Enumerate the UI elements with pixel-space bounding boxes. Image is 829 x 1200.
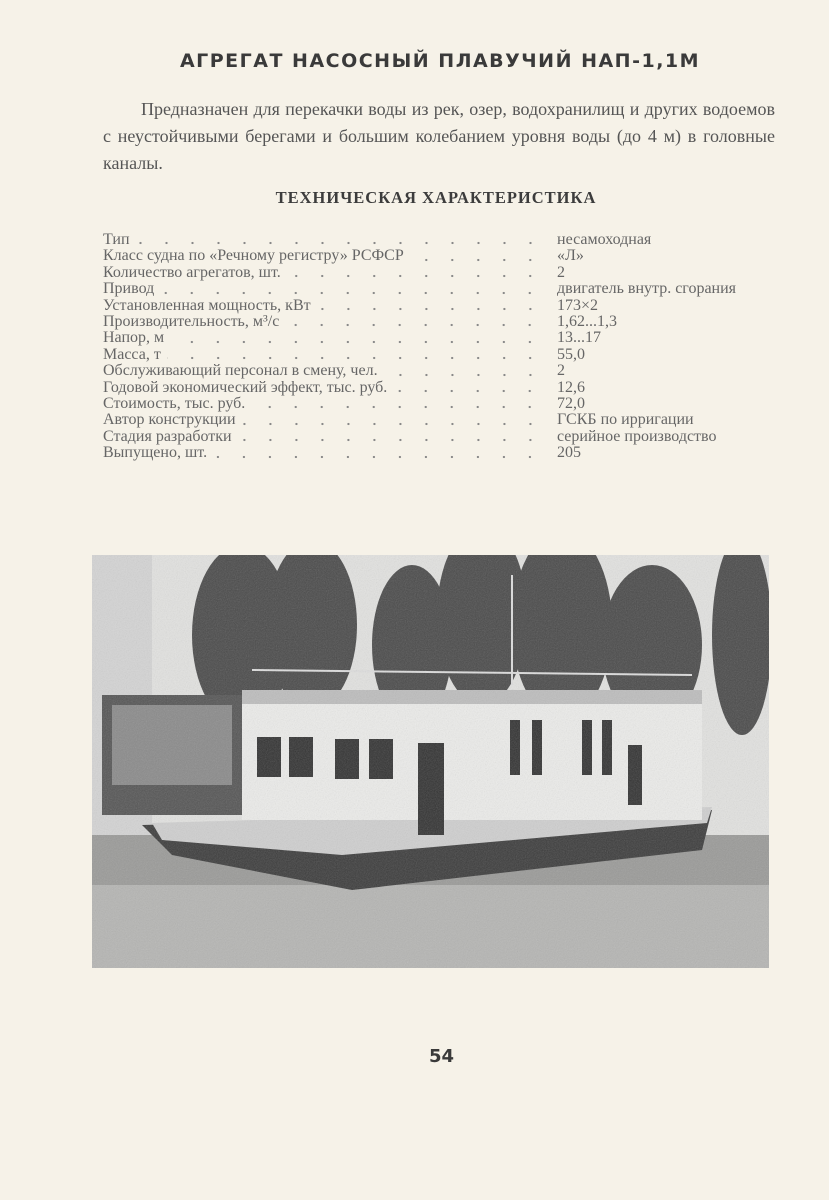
spec-row (103, 330, 773, 346)
spec-value: 2 (557, 362, 565, 380)
spec-label: Количество агрегатов, шт. (103, 265, 543, 281)
spec-row (103, 380, 773, 396)
spec-value: 55,0 (557, 345, 585, 363)
leader-dots (251, 397, 543, 409)
spec-row (103, 281, 773, 297)
spec-value: 13...17 (557, 329, 601, 347)
page-title: АГРЕГАТ НАСОСНЫЙ ПЛАВУЧИЙ НАП-1,1М (179, 50, 701, 72)
spec-row (103, 248, 773, 264)
spec-label: Масса, т (103, 347, 543, 363)
spec-value: серийное производство (557, 427, 717, 445)
specs-heading: ТЕХНИЧЕСКАЯ ХАРАКТЕРИСТИКА (275, 188, 597, 207)
spec-row (103, 429, 773, 445)
spec-value: 12,6 (557, 378, 585, 396)
spec-row (103, 298, 773, 314)
spec-label: Годовой экономический эффект, тыс. руб. (103, 380, 543, 396)
specs-table (103, 232, 773, 462)
spec-label: Выпущено, шт. (103, 445, 543, 461)
description-paragraph: Предназначен для перекачки воды из рек, озер, водохранилищ и других водоемов с неустойчивыми берегами и большим колебанием уровня воды (до 4 м) в головные каналы. (103, 99, 775, 173)
spec-label: Класс судна по «Речному регистру» РСФСР (103, 248, 543, 264)
leader-dots (167, 348, 543, 360)
spec-value: 72,0 (557, 395, 585, 413)
spec-row (103, 265, 773, 281)
spec-label: Тип (103, 232, 543, 248)
spec-value: несамоходная (557, 231, 652, 248)
spec-label: Производительность, м³/с (103, 314, 543, 330)
spec-label: Установленная мощность, кВт (103, 298, 543, 314)
page-number: 54 (428, 1046, 455, 1067)
spec-label: Обслуживающий персонал в смену, чел. (103, 363, 543, 379)
leader-dots (285, 315, 543, 327)
spec-label: Автор конструкции (103, 412, 543, 428)
spec-row (103, 347, 773, 363)
spec-label: Стадия разработки (103, 429, 543, 445)
spec-row (103, 412, 773, 428)
spec-value: ГСКБ по ирригации (557, 411, 694, 429)
leader-dots (242, 414, 543, 426)
leader-dots (160, 283, 543, 295)
spec-row (103, 363, 773, 379)
leader-dots (213, 447, 543, 459)
leader-dots (170, 332, 543, 344)
spec-label: Стоимость, тыс. руб. (103, 396, 543, 412)
spec-value: 1,62...1,3 (557, 313, 617, 331)
spec-label: Привод (103, 281, 543, 297)
boat-photo (92, 555, 769, 968)
spec-row (103, 232, 773, 248)
leader-dots (317, 299, 543, 311)
spec-row (103, 314, 773, 330)
spec-value: «Л» (557, 247, 584, 265)
leader-dots (287, 266, 543, 278)
leader-dots (238, 430, 543, 442)
spec-value: 2 (557, 263, 565, 281)
spec-label: Напор, м (103, 330, 543, 346)
spec-value: 173×2 (557, 296, 599, 314)
spec-value: двигатель внутр. сгорания (557, 280, 737, 298)
leader-dots (384, 365, 543, 377)
leader-dots (393, 381, 543, 393)
spec-row (103, 445, 773, 461)
spec-value: 205 (557, 444, 581, 462)
leader-dots (410, 250, 543, 262)
leader-dots (136, 233, 544, 245)
spec-row (103, 396, 773, 412)
